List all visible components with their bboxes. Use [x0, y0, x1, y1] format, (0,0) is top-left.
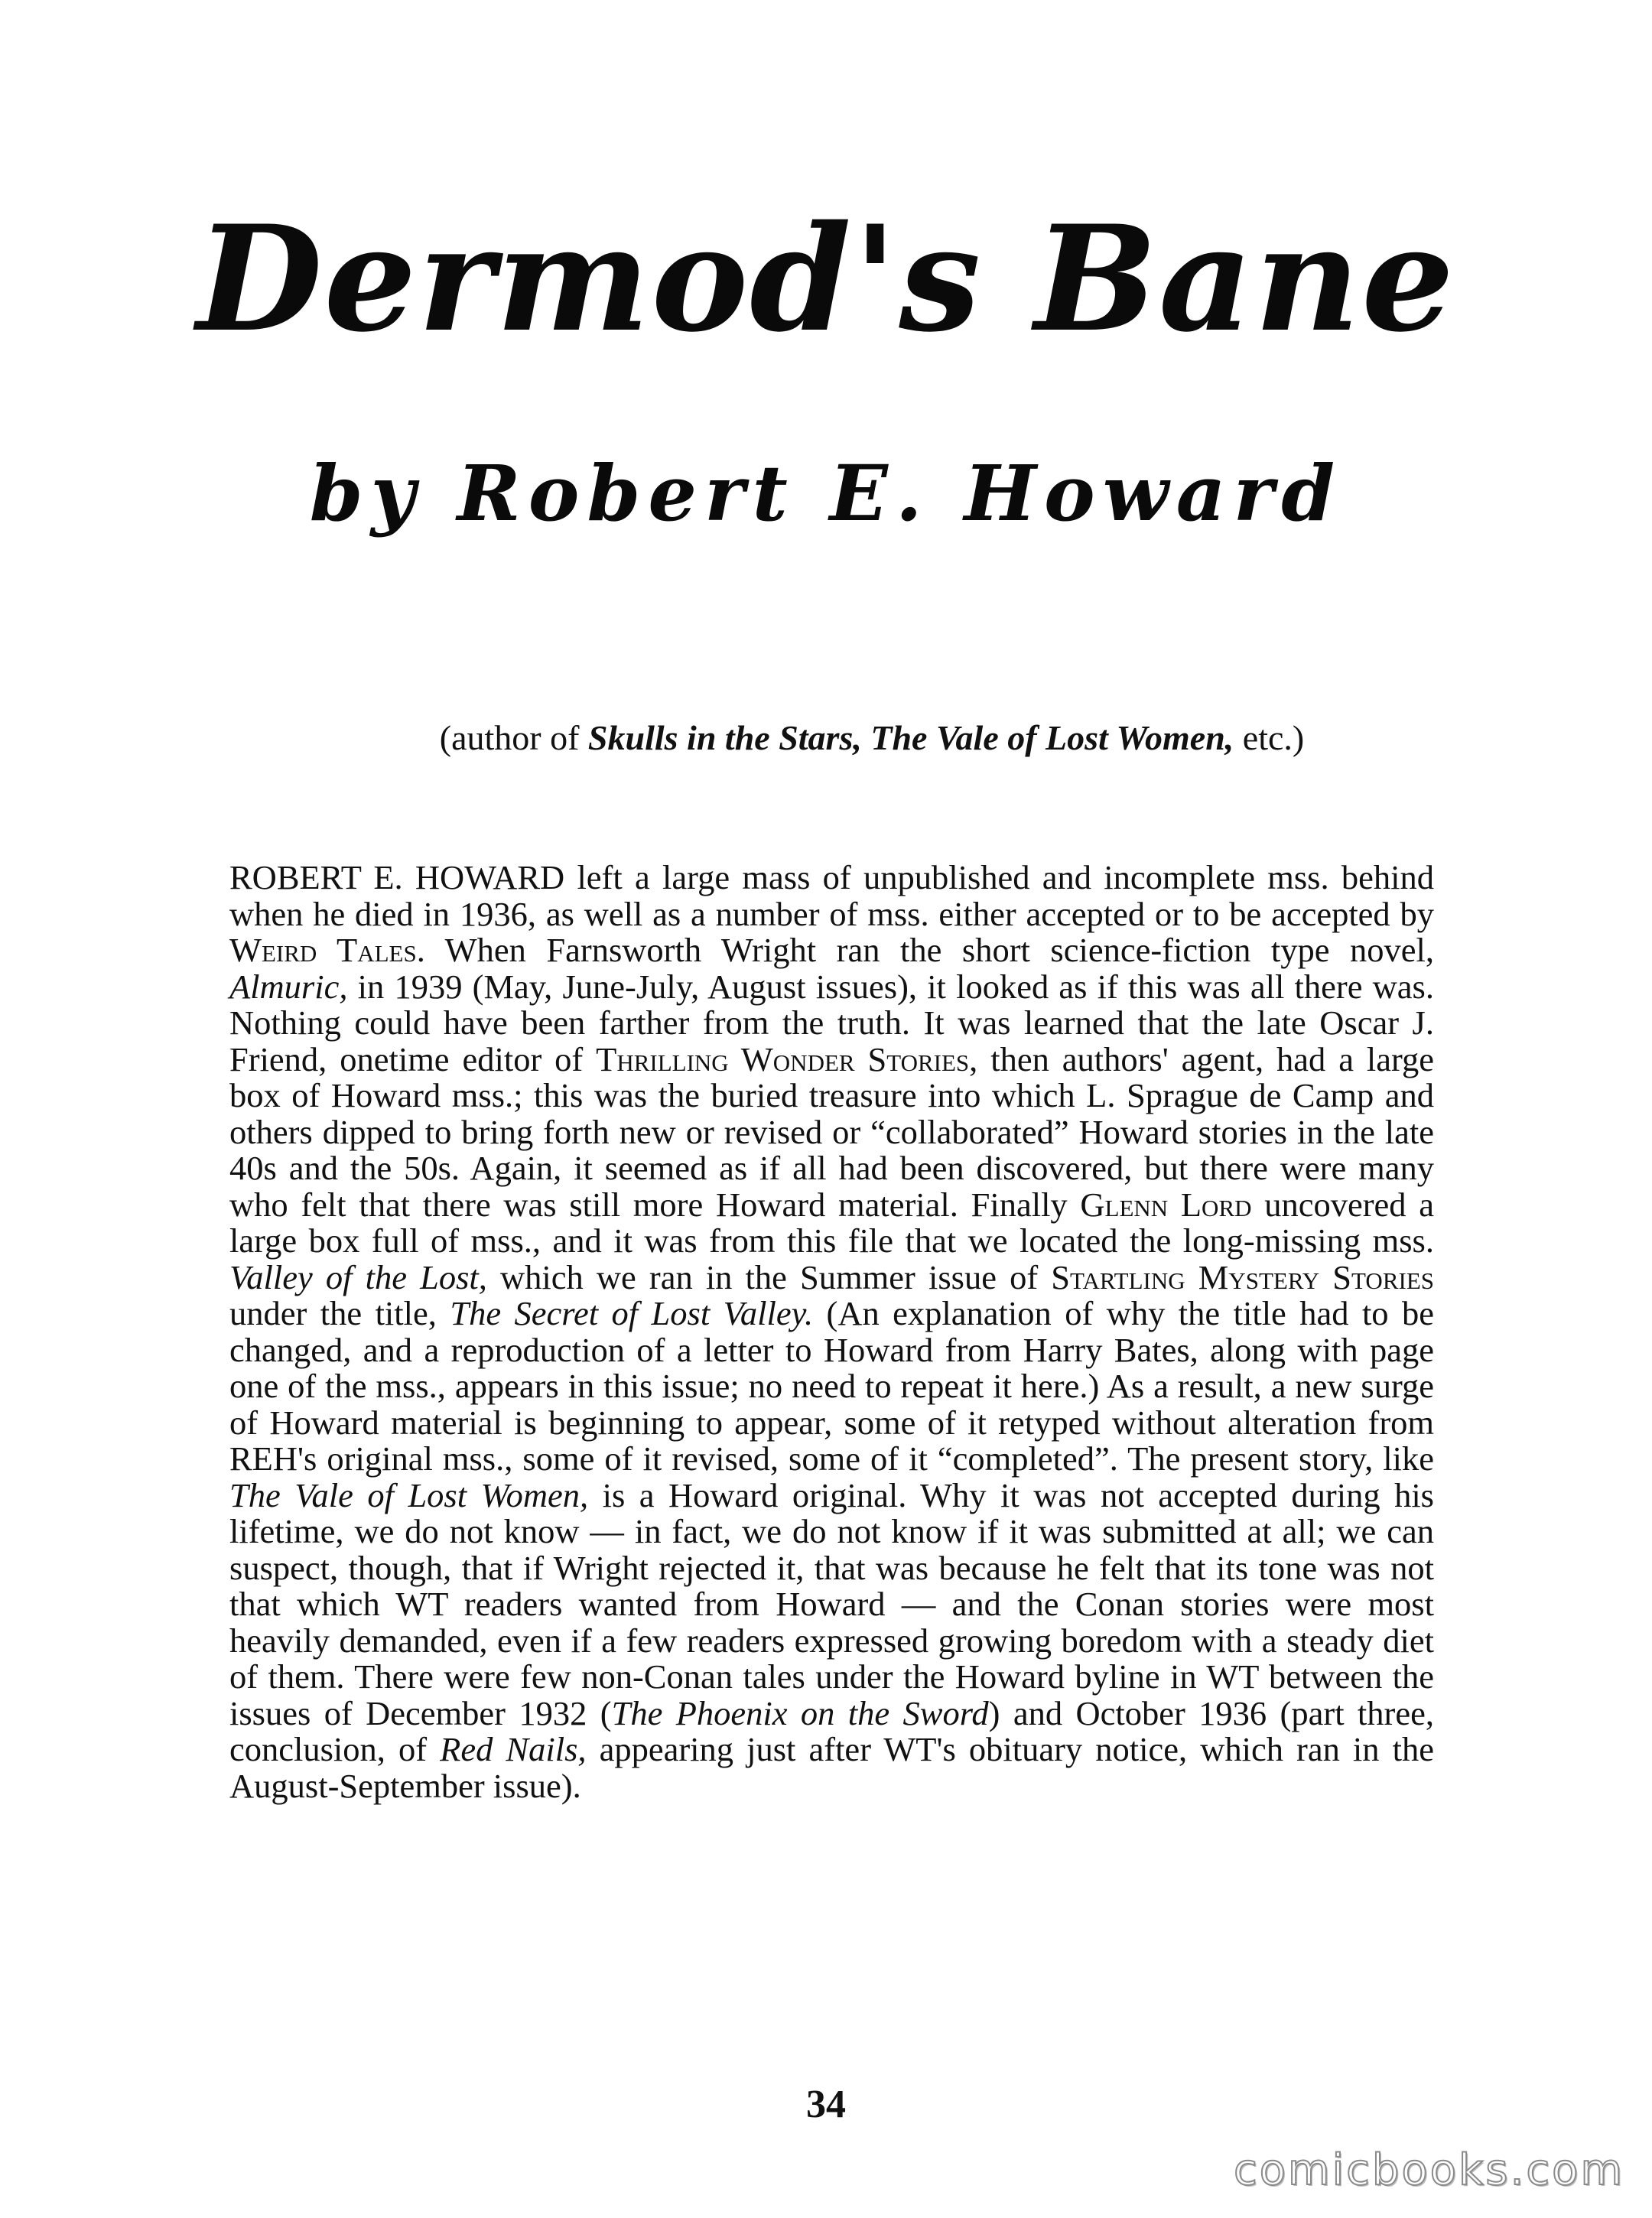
title-phoenix-on-the-sword: The Phoenix on the Sword [611, 1693, 989, 1732]
story-title: Dermod's Bane [196, 194, 1456, 364]
magazine-name-startling-mystery-stories: Startling Mystery Stories [1051, 1257, 1434, 1296]
magazine-name-weird-tales: Weird Tales [229, 931, 417, 969]
body-segment: , then authors' agent, had a large box of Howard mss.; this was the buried treasure into which L. Sprague de Camp and others dipped to bring forth new or revised or “collaborated” Howard stories in the late 40s and the 50s. Again, it seemed as if all had been discovered, but there were many who felt that there was still more Howard material. Finally [229, 1039, 1434, 1224]
editorial-intro-paragraph [229, 860, 1434, 1804]
body-segment: which we ran in the Summer issue of [486, 1257, 1052, 1296]
body-segment: uncovered a large box full of mss., and it was from this file that we located the long-missing mss. [229, 1185, 1434, 1260]
title-almuric: Almuric, [229, 967, 348, 1006]
author-byline: by Robert E. Howard [309, 448, 1343, 538]
author-note-separator [862, 718, 871, 757]
author-note-work-1: Skulls in the Stars, [587, 718, 862, 757]
body-segment: is a Howard original. Why it was not accepted during his lifetime, we do not know — in fact, we do not know if it was submitted at all; we can suspect, though, that if Wright rejected it, that was because he felt that its tone was not that which WT readers wanted from Howard — and the Conan stories were most heavily demanded, even if a few readers expressed growing boredom with a steady diet of them. There were few non-Conan tales under the Howard byline in WT between the issues of December 1932 ( [229, 1475, 1434, 1732]
magazine-name-thrilling-wonder-stories: Thrilling Wonder Stories [596, 1039, 970, 1078]
title-secret-of-lost-valley: The Secret of Lost Valley. [450, 1294, 814, 1332]
title-vale-of-lost-women: The Vale of Lost Women, [229, 1475, 589, 1514]
title-valley-of-the-lost: Valley of the Lost, [229, 1257, 487, 1296]
page-number: 34 [806, 2083, 846, 2126]
title-red-nails: Red Nails, [440, 1730, 587, 1768]
body-segment: ROBERT E. HOWARD left a large mass of unpublished and incomplete mss. behind when he died in 1936, as well as a number of mss. either accepted or to be accepted by [229, 858, 1434, 933]
body-segment: in 1939 (May, June-July, August issues), it looked as if this was all there was. Nothing could have been farther from the truth. It was learned that the late Oscar J. Friend, onetime editor of [229, 967, 1434, 1078]
body-segment: . When Farnsworth Wright ran the short science-fiction type novel, [416, 931, 1435, 969]
body-segment: (An explanation of why the title had to be changed, and a reproduction of a letter to Howard from Harry Bates, along with page one of the mss., appears in this issue; no need to repeat it here.) As a result, a new surge of Howard material is beginning to appear, some of it retyped without alteration from REH's original mss., some of it revised, some of it “completed”. The present story, like [229, 1294, 1434, 1478]
body-segment: appearing just after WT's obituary notice, which ran in the August-September issue). [229, 1730, 1434, 1805]
author-note-prefix: (author of [439, 718, 588, 757]
author-note-work-2: The Vale of Lost Women, [870, 718, 1234, 757]
body-segment: under the title, [229, 1294, 450, 1332]
body-segment: ) and October 1936 (part three, conclusion, of [229, 1693, 1434, 1768]
person-name-glenn-lord: Glenn Lord [1080, 1185, 1252, 1224]
author-note-suffix: etc.) [1234, 718, 1305, 757]
author-note [0, 715, 1652, 761]
watermark: comicbooks.com [1233, 2145, 1624, 2195]
